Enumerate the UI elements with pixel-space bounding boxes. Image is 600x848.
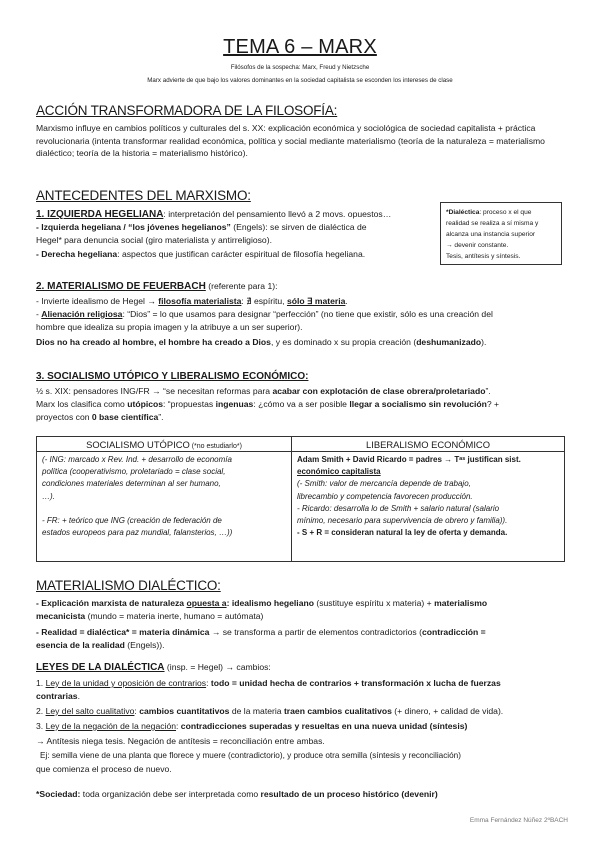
ley-1-line: 1. Ley de la unidad y oposición de contrarios: todo = unidad hecha de contrarios + transformación x lucha de fuerzas (36, 678, 501, 688)
feuerbach-item-2-cont: hombre que idealiza su propia imagen y la atribuye a un ser superior). (36, 322, 303, 332)
subheading-socialismo: 3. SOCIALISMO UTÓPICO Y LIBERALISMO ECONÓMICO: (36, 371, 309, 382)
table-header-socialismo: SOCIALISMO UTÓPICO (*no estudiarlo*) (37, 437, 292, 452)
page-subtitle: Filósofos de la sospecha: Marx, Freud y Nietzsche (230, 64, 370, 71)
socialismo-heading-line (36, 370, 308, 384)
subheading-leyes: LEYES DE LA DIALÉCTICA (36, 662, 165, 673)
ley-3-antitesis: → Antítesis niega tesis. Negación de antítesis = reconciliación entre ambas. (36, 736, 325, 746)
footer-author: Emma Fernández Núñez 2ºBACH (469, 817, 568, 824)
materialismo-line-4: esencia de la realidad (Engels)). (36, 640, 165, 650)
izquierda-hegeliana-line: 1. IZQUIERDA HEGELIANA: interpretación del pensamiento llevó a 2 movs. opuestos… (36, 209, 392, 220)
feuerbach-item-3: Dios no ha creado al hombre, el hombre ha creado a Dios, y es dominado x su propia creación (deshumanizado). (36, 337, 487, 347)
comparison-table (36, 436, 565, 562)
section-heading-accion: ACCIÓN TRANSFORMADORA DE LA FILOSOFÍA: (36, 103, 338, 118)
ley-1-cont: contrarias. (36, 691, 80, 701)
materialismo-line-3: - Realidad = dialéctica* = materia dinámica → se transforma a partir de elementos contradictorios (contradicción = (36, 627, 486, 637)
derecha-hegeliana-item: - Derecha hegeliana: aspectos que justifican carácter espiritual de filosofía hegeliana. (36, 249, 366, 259)
izquierda-hegeliana-item: - Izquierda hegeliana / “los jóvenes hegelianos” (Engels): se sirven de dialéctica de (36, 222, 367, 232)
paragraph-accion: Marxismo influye en cambios políticos y culturales del s. XX: explicación económica y sociológica de sociedad capitalista + práctica revolucionaria (intenta transformar realidad económica, política y social mediante materialismo (teoría de la naturaleza = materialismo dialéctico; teoría de la historia = materialismo histórico). (36, 123, 545, 158)
feuerbach-item-2: - Alienación religiosa: “Dios” = lo que usamos para designar “perfección” (no tiene que existir, sólo es una creación del (36, 309, 493, 319)
page-summary: Marx advierte de que bajo los valores dominantes en la sociedad capitalista se esconden los intereses de clase (147, 77, 453, 84)
ley-3-ejemplo-cont: que comienza el proceso de nuevo. (36, 764, 172, 774)
leyes-heading-line: LEYES DE LA DIALÉCTICA (insp. = Hegel) → cambios: (36, 662, 271, 673)
feuerbach-item-1: - Invierte idealismo de Hegel → filosofía materialista: ∄ espíritu, sólo ∃ materia. (36, 296, 348, 306)
izquierda-hegeliana-cont: Hegel* para denuncia social (giro materialista y antirreligioso). (36, 235, 272, 245)
table-cell-socialismo: (- ING: marcado x Rev. Ind. + desarrollo de economía política (cooperativismo, proletariado = clase social, condiciones materiales determinan al ser humano, …). - FR: + teórico que ING (creación de federación de estados europeos para paz mundial, falansterios, …)) (37, 452, 292, 562)
subheading-feuerbach: 2. MATERIALISMO DE FEUERBACH (36, 281, 206, 292)
sociedad-note: *Sociedad: toda organización debe ser interpretada como resultado de un proceso histórico (devenir) (36, 789, 438, 799)
ley-2-line: 2. Ley del salto cualitativo: cambios cuantitativos de la materia traen cambios cualitativos (+ dinero, + calidad de vida). (36, 706, 504, 716)
page-title: TEMA 6 – MARX (223, 36, 377, 58)
socialismo-line-2: Marx los clasifica como utópicos: “propuestas ingenuas: ¿cómo va a ser posible llegar a socialismo sin revolución? + (36, 399, 500, 409)
section-heading-materialismo: MATERIALISMO DIALÉCTICO: (36, 578, 221, 593)
socialismo-line-1: ½ s. XIX: pensadores ING/FR → “se necesitan reformas para acabar con explotación de clase obrera/proletariado”. (36, 386, 491, 396)
section-heading-antecedentes: ANTECEDENTES DEL MARXISMO: (36, 188, 251, 203)
subheading-izquierda-hegeliana: 1. IZQUIERDA HEGELIANA (36, 209, 164, 220)
table-header-liberalismo: LIBERALISMO ECONÓMICO (292, 437, 565, 452)
table-cell-liberalismo: Adam Smith + David Ricardo = padres → Tᵃˢ justifican sist. económico capitalista (- Smith: valor de mercancía depende de trabajo, librecambio y competencia favorecen producción. - Ricardo: desarrolla lo de Smith + salario natural (salario mínimo, necesario para supervivencia de obrero y familia)). - S + R = consideran natural la ley de oferta y demanda. (292, 452, 565, 562)
feuerbach-heading-line: 2. MATERIALISMO DE FEUERBACH (referente para 1): (36, 281, 278, 292)
dialectica-note-box: *Dialéctica: proceso x el que realidad se realiza a sí misma y alcanza una instancia superior → devenir constante. Tesis, antítesis y síntesis. (440, 202, 562, 265)
ley-3-ejemplo: Ej: semilla viene de una planta que florece y muere (contradictorio), y produce otra semilla (síntesis y reconciliación) (40, 751, 461, 760)
socialismo-line-3: proyectos con 0 base científica”. (36, 412, 164, 422)
materialismo-line-2: mecanicista (mundo = materia inerte, humano = autómata) (36, 611, 264, 621)
materialismo-line-1: - Explicación marxista de naturaleza opuesta a: idealismo hegeliano (sustituye espíritu x materia) + materialismo (36, 598, 488, 608)
ley-3-line: 3. Ley de la negación de la negación: contradicciones superadas y resueltas en una nueva unidad (síntesis) (36, 721, 468, 731)
